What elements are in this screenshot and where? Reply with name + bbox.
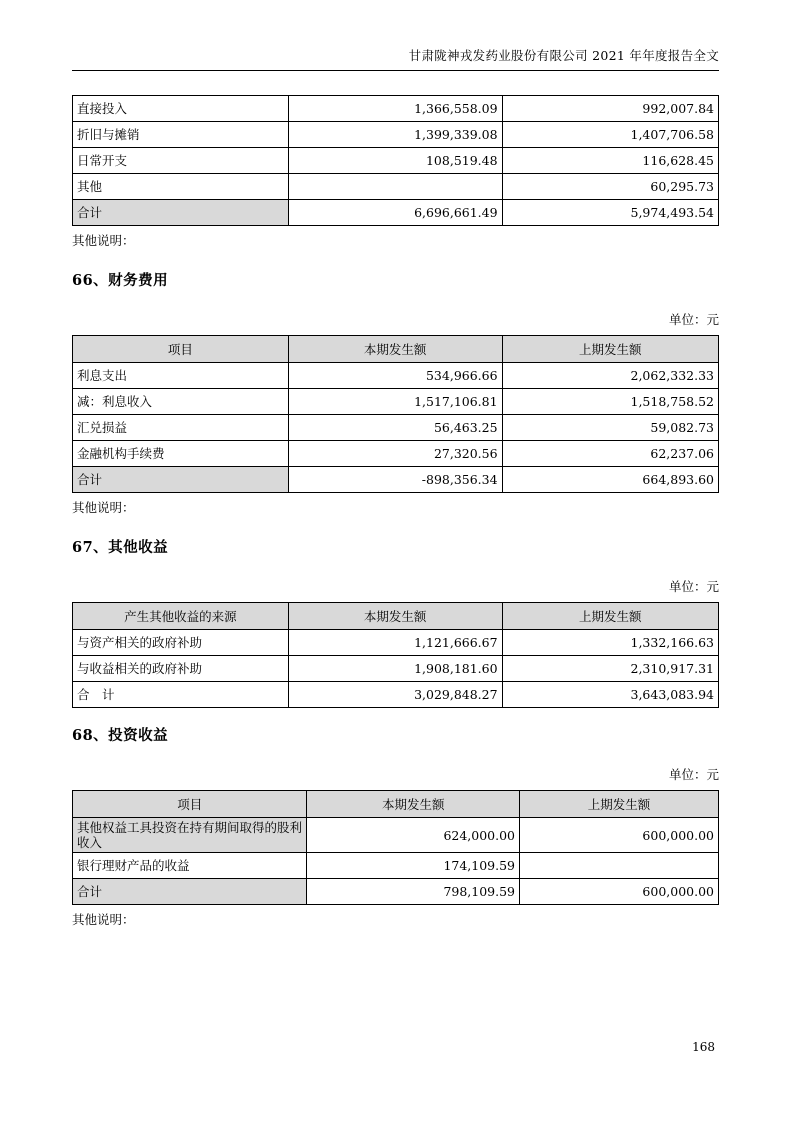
finance-expense-table xyxy=(72,335,719,493)
table-row xyxy=(73,174,719,200)
expense-continuation-table xyxy=(72,95,719,226)
table-header-row xyxy=(73,603,719,630)
row-label: 与资产相关的政府补助 xyxy=(73,630,289,656)
other-note-label: 其他说明： xyxy=(72,912,135,927)
column-header: 上期发生额 xyxy=(502,603,718,630)
row-label: 汇兑损益 xyxy=(73,415,289,441)
table-row-total xyxy=(73,467,719,493)
unit-label: 单位：元 xyxy=(668,767,719,782)
row-current-value: 27,320.56 xyxy=(288,441,502,467)
table-row xyxy=(73,441,719,467)
row-current-value: 108,519.48 xyxy=(288,148,502,174)
row-current-value: 174,109.59 xyxy=(307,853,520,879)
investment-income-table xyxy=(72,790,719,905)
row-current-value: 1,908,181.60 xyxy=(288,656,502,682)
other-income-table xyxy=(72,602,719,708)
row-label: 其他 xyxy=(73,174,289,200)
row-current-value: 1,366,558.09 xyxy=(288,96,502,122)
column-header: 本期发生额 xyxy=(288,336,502,363)
row-previous-value: 3,643,083.94 xyxy=(502,682,718,708)
table-row xyxy=(73,148,719,174)
column-header: 上期发生额 xyxy=(520,791,719,818)
table-row xyxy=(73,389,719,415)
row-previous-value: 992,007.84 xyxy=(502,96,718,122)
other-note-label: 其他说明： xyxy=(72,500,135,515)
row-previous-value: 664,893.60 xyxy=(502,467,718,493)
row-label: 合 计 xyxy=(73,682,289,708)
section-heading-67: 67、其他收益 xyxy=(72,539,169,556)
table-row xyxy=(73,818,719,853)
row-current-value: 624,000.00 xyxy=(307,818,520,853)
column-header: 本期发生额 xyxy=(288,603,502,630)
row-current-value: 3,029,848.27 xyxy=(288,682,502,708)
row-label: 利息支出 xyxy=(73,363,289,389)
row-current-value: 6,696,661.49 xyxy=(288,200,502,226)
row-label: 减：利息收入 xyxy=(73,389,289,415)
table-row-total xyxy=(73,200,719,226)
row-current-value: -898,356.34 xyxy=(288,467,502,493)
table-row xyxy=(73,853,719,879)
row-label: 折旧与摊销 xyxy=(73,122,289,148)
table-row xyxy=(73,96,719,122)
row-current-value: 56,463.25 xyxy=(288,415,502,441)
page-number: 168 xyxy=(692,1040,715,1054)
row-previous-value: 1,332,166.63 xyxy=(502,630,718,656)
row-previous-value: 2,310,917.31 xyxy=(502,656,718,682)
row-previous-value: 5,974,493.54 xyxy=(502,200,718,226)
row-label: 金融机构手续费 xyxy=(73,441,289,467)
row-current-value: 1,121,666.67 xyxy=(288,630,502,656)
row-previous-value xyxy=(520,853,719,879)
unit-label: 单位：元 xyxy=(668,579,719,594)
row-previous-value: 116,628.45 xyxy=(502,148,718,174)
column-header: 产生其他收益的来源 xyxy=(73,603,289,630)
row-previous-value: 1,407,706.58 xyxy=(502,122,718,148)
table-header-row xyxy=(73,791,719,818)
row-previous-value: 60,295.73 xyxy=(502,174,718,200)
table-row xyxy=(73,363,719,389)
row-label: 日常开支 xyxy=(73,148,289,174)
row-label: 与收益相关的政府补助 xyxy=(73,656,289,682)
unit-label: 单位：元 xyxy=(668,312,719,327)
row-label: 合计 xyxy=(73,467,289,493)
table-row-total xyxy=(73,879,719,905)
column-header: 项目 xyxy=(73,336,289,363)
row-previous-value: 600,000.00 xyxy=(520,818,719,853)
row-label: 其他权益工具投资在持有期间取得的股利收入 xyxy=(73,818,307,853)
row-previous-value: 600,000.00 xyxy=(520,879,719,905)
row-previous-value: 62,237.06 xyxy=(502,441,718,467)
other-note-label: 其他说明： xyxy=(72,233,135,248)
table-row xyxy=(73,415,719,441)
row-current-value xyxy=(288,174,502,200)
row-current-value: 1,517,106.81 xyxy=(288,389,502,415)
table-header-row xyxy=(73,336,719,363)
section-heading-66: 66、财务费用 xyxy=(72,272,169,289)
page-header-title: 甘肃陇神戎发药业股份有限公司 2021 年年度报告全文 xyxy=(408,48,719,63)
row-current-value: 1,399,339.08 xyxy=(288,122,502,148)
row-label: 合计 xyxy=(73,879,307,905)
table-row xyxy=(73,630,719,656)
row-label: 直接投入 xyxy=(73,96,289,122)
section-heading-68: 68、投资收益 xyxy=(72,727,169,744)
row-previous-value: 59,082.73 xyxy=(502,415,718,441)
row-current-value: 798,109.59 xyxy=(307,879,520,905)
table-row xyxy=(73,122,719,148)
table-row-total xyxy=(73,682,719,708)
row-previous-value: 1,518,758.52 xyxy=(502,389,718,415)
row-previous-value: 2,062,332.33 xyxy=(502,363,718,389)
header-rule xyxy=(72,70,719,71)
table-row xyxy=(73,656,719,682)
row-label: 银行理财产品的收益 xyxy=(73,853,307,879)
column-header: 上期发生额 xyxy=(502,336,718,363)
row-current-value: 534,966.66 xyxy=(288,363,502,389)
column-header: 项目 xyxy=(73,791,307,818)
row-label: 合计 xyxy=(73,200,289,226)
column-header: 本期发生额 xyxy=(307,791,520,818)
